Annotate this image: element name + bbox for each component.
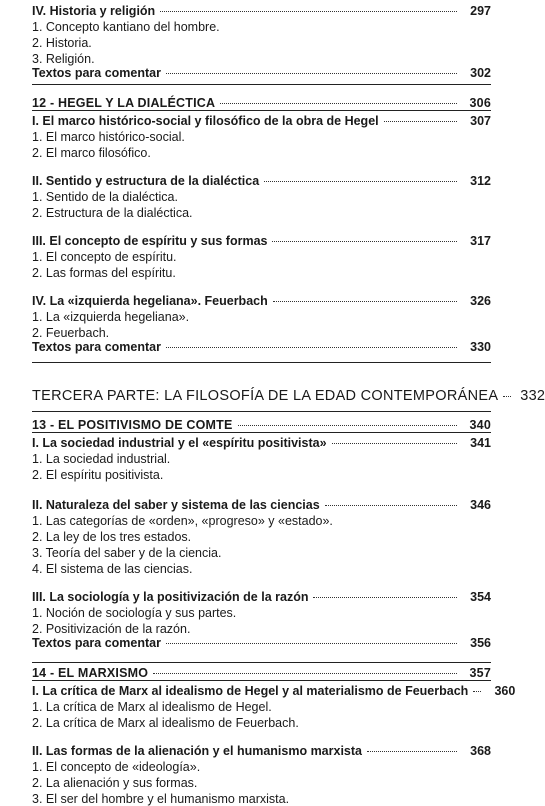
page-number: 307 xyxy=(470,114,491,128)
page-number: 326 xyxy=(470,294,491,308)
section-divider xyxy=(32,662,491,663)
section-divider xyxy=(32,110,491,111)
toc-label: 12 - HEGEL Y LA DIALÉCTICA xyxy=(32,96,216,110)
toc-subitem xyxy=(32,206,491,220)
toc-label: 1. Noción de sociología y sus partes. xyxy=(32,606,237,620)
toc-label: 3. Teoría del saber y de la ciencia. xyxy=(32,546,222,560)
toc-section xyxy=(32,114,491,128)
toc-subitem xyxy=(32,468,491,482)
page-number: 346 xyxy=(470,498,491,512)
toc-label: IV. La «izquierda hegeliana». Feuerbach xyxy=(32,294,268,308)
toc-label: 1. La «izquierda hegeliana». xyxy=(32,310,190,324)
toc-subitem xyxy=(32,266,491,280)
toc-label: 2. Estructura de la dialéctica. xyxy=(32,206,193,220)
toc-label: 1. La crítica de Marx al idealismo de Hegel. xyxy=(32,700,272,714)
page-number: 341 xyxy=(470,436,491,450)
toc-label: 2. Historia. xyxy=(32,36,92,50)
dot-leader xyxy=(160,11,457,12)
dot-leader xyxy=(166,347,457,348)
toc-label: 2. Positivización de la razón. xyxy=(32,622,191,636)
toc-section xyxy=(32,590,491,604)
toc-label: 2. La ley de los tres estados. xyxy=(32,530,192,544)
section-divider xyxy=(32,432,491,433)
toc-label: 14 - EL MARXISMO xyxy=(32,666,149,680)
dot-leader xyxy=(325,505,457,506)
toc-section xyxy=(32,174,491,188)
toc-subitem xyxy=(32,36,491,50)
toc-label: II. Naturaleza del saber y sistema de las ciencias xyxy=(32,498,320,512)
toc-label: III. La sociología y la positivización de la razón xyxy=(32,590,309,604)
dot-leader xyxy=(166,73,457,74)
section-divider xyxy=(32,362,491,363)
toc-chapter xyxy=(32,666,491,680)
toc-section xyxy=(32,4,491,18)
dot-leader xyxy=(332,443,457,444)
page-number: 340 xyxy=(469,418,491,432)
toc-label: Textos para comentar xyxy=(32,636,161,650)
toc-label: 1. El marco histórico-social. xyxy=(32,130,185,144)
toc-label: 1. El concepto de espíritu. xyxy=(32,250,177,264)
toc-section xyxy=(32,436,491,450)
section-divider xyxy=(32,680,491,681)
dot-leader xyxy=(273,301,457,302)
page-number: 297 xyxy=(470,4,491,18)
toc-subitem xyxy=(32,310,491,324)
toc-subitem xyxy=(32,716,491,730)
dot-leader xyxy=(473,691,481,692)
toc-subitem xyxy=(32,606,491,620)
toc-label: 1. Concepto kantiano del hombre. xyxy=(32,20,220,34)
section-divider xyxy=(32,84,491,85)
toc-label: I. La sociedad industrial y el «espíritu positivista» xyxy=(32,436,327,450)
page-number: 330 xyxy=(470,340,491,354)
dot-leader xyxy=(272,241,457,242)
toc-label: 3. Religión. xyxy=(32,52,95,66)
toc-label: 3. El ser del hombre y el humanismo marxista. xyxy=(32,792,290,806)
toc-section xyxy=(32,340,491,354)
page-number: 354 xyxy=(470,590,491,604)
dot-leader xyxy=(220,103,457,104)
toc-label: 2. El marco filosófico. xyxy=(32,146,151,160)
toc-label: I. El marco histórico-social y filosófico de la obra de Hegel xyxy=(32,114,379,128)
dot-leader xyxy=(238,425,457,426)
toc-subitem xyxy=(32,52,491,66)
page-number: 306 xyxy=(469,96,491,110)
toc-label: II. Las formas de la alienación y el humanismo marxista xyxy=(32,744,362,758)
page-number: 368 xyxy=(470,744,491,758)
toc-subitem xyxy=(32,452,491,466)
toc-chapter xyxy=(32,418,491,432)
toc-label: 13 - EL POSITIVISMO DE COMTE xyxy=(32,418,233,432)
toc-subitem xyxy=(32,146,491,160)
toc-label: 2. Las formas del espíritu. xyxy=(32,266,176,280)
dot-leader xyxy=(264,181,457,182)
toc-subitem xyxy=(32,530,491,544)
toc-section xyxy=(32,684,516,698)
toc-section xyxy=(32,234,491,248)
toc-subitem xyxy=(32,546,491,560)
toc-label: 1. Las categorías de «orden», «progreso» y «estado». xyxy=(32,514,333,528)
toc-subitem xyxy=(32,562,491,576)
page-number: 312 xyxy=(470,174,491,188)
dot-leader xyxy=(166,643,457,644)
toc-label: 2. La alienación y sus formas. xyxy=(32,776,198,790)
dot-leader xyxy=(384,121,457,122)
toc-subitem xyxy=(32,622,491,636)
dot-leader xyxy=(503,396,511,397)
toc-subitem xyxy=(32,792,491,806)
toc-label: 2. El espíritu positivista. xyxy=(32,468,164,482)
toc-subitem xyxy=(32,190,491,204)
page-number: 360 xyxy=(494,684,516,698)
toc-label: Textos para comentar xyxy=(32,340,161,354)
toc-label: II. Sentido y estructura de la dialéctica xyxy=(32,174,260,188)
toc-subitem xyxy=(32,326,491,340)
toc-subitem xyxy=(32,250,491,264)
toc-label: TERCERA PARTE: LA FILOSOFÍA DE LA EDAD CONTEMPORÁNEA xyxy=(32,388,499,404)
toc-label: 1. La sociedad industrial. xyxy=(32,452,171,466)
toc-label: 2. Feuerbach. xyxy=(32,326,110,340)
toc-label: 1. Sentido de la dialéctica. xyxy=(32,190,178,204)
dot-leader xyxy=(153,673,457,674)
toc-subitem xyxy=(32,514,491,528)
page-number: 302 xyxy=(470,66,491,80)
toc-section xyxy=(32,744,491,758)
toc-subitem xyxy=(32,700,491,714)
toc-subitem xyxy=(32,776,491,790)
toc-section xyxy=(32,498,491,512)
toc-subitem xyxy=(32,130,491,144)
page-number: 356 xyxy=(470,636,491,650)
toc-part xyxy=(32,388,545,404)
toc-section xyxy=(32,66,491,80)
toc-section xyxy=(32,294,491,308)
page-number: 357 xyxy=(469,666,491,680)
toc-label: IV. Historia y religión xyxy=(32,4,156,18)
dot-leader xyxy=(367,751,457,752)
toc-label: 4. El sistema de las ciencias. xyxy=(32,562,193,576)
page-number: 332 xyxy=(520,388,545,404)
dot-leader xyxy=(313,597,457,598)
section-divider xyxy=(32,411,491,412)
toc-section xyxy=(32,636,491,650)
toc-subitem xyxy=(32,20,491,34)
toc-label: 1. El concepto de «ideología». xyxy=(32,760,201,774)
toc-chapter xyxy=(32,96,491,110)
toc-label: 2. La crítica de Marx al idealismo de Feuerbach. xyxy=(32,716,299,730)
toc-subitem xyxy=(32,760,491,774)
toc-label: Textos para comentar xyxy=(32,66,161,80)
toc-label: I. La crítica de Marx al idealismo de Hegel y al materialismo de Feuerbach xyxy=(32,684,469,698)
toc-label: III. El concepto de espíritu y sus formas xyxy=(32,234,268,248)
page-number: 317 xyxy=(470,234,491,248)
